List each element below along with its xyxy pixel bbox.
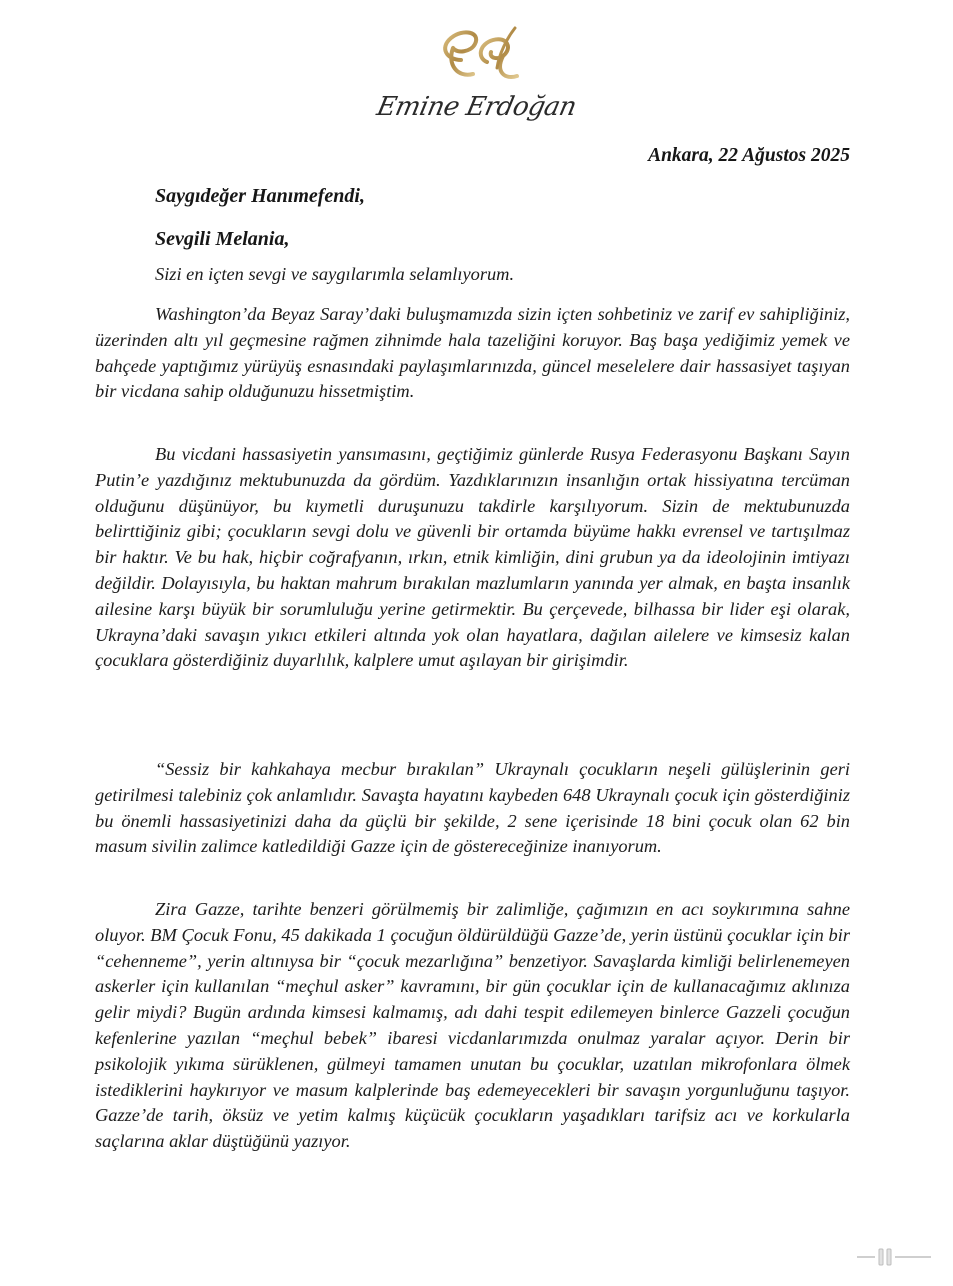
salutation-personal: Sevgili Melania, [155,228,290,250]
letterhead [0,18,953,122]
paragraph-4: Zira Gazze, tarihte benzeri görülmemiş bir zalimliğe, çağımızın en acı soykırımına sahne oluyor. BM Çocuk Fonu, 45 dakikada 1 çocuğun öldürüldüğü Gazze’de, yerin üstünü çocuklar için bir “cehenneme”, yerin altınıysa bir “çocuk mezarlığına” benzetiyor. Savaşlarda kimliği belirlenemeyen askerler için kullanılan “meçhul asker” kavramını, bir gün çocuklar için de kullanacağımız aklınıza gelir miydi? Bugün ardında kimsesi kalmamış, adı dahi tespit edilemeyen binlerce Gazzeli çocuğun kefenlerine yazılan “meçhul bebek” ibaresi vicdanlarımızda onulmaz yaralar açıyor. Derin bir psikolojik yıkıma sürüklenen, gülmeyi tamamen unutan bu çocuklar, uzatılan mikrofonlara ölmek istediklerini haykırıyor ve masum kalplerinde baş edemeyecekleri bir savaşın yorgunluğunu taşıyor. Gazze’de tarih, öksüz ve yetim kalmış küçücük çocukların yaşadıkları tarifsiz acı ve korkularla saçlarına aklar düştüğünü yazıyor. [95,899,850,1152]
ee-monogram-logo-icon [417,18,537,88]
menu-handle-icon[interactable] [855,1246,935,1268]
greeting-line: Sizi en içten sevgi ve saygılarımla selamlıyorum. [155,264,515,284]
paragraph-1: Washington’da Beyaz Saray’daki buluşmamızda sizin içten sohbetiniz ve zarif ev sahipliğiniz, üzerinden altı yıl geçmesine rağmen zihnimde hala tazeliğini koruyor. Baş başa yediğimiz yemek ve bahçede yaptığımız yürüyüş esnasındaki paylaşımlarınızda, güncel meselelere dair hassasiyet taşıyan bir vicdana sahip olduğunuzu hissetmiştim. [95,304,850,402]
paragraph-2: Bu vicdani hassasiyetin yansımasını, geçtiğimiz günlerde Rusya Federasyonu Başkanı Sayın Putin’e yazdığınız mektubunuzda da gördüm. Yazdıklarınızın insanlığın ortak hissiyatına tercüman olduğunu düşünüyor, bu kıymetli duruşunuzu takdirle karşılıyorum. Sizin de mektubunuzda belirttiğiniz gibi; çocukların sevgi dolu ve güvenli bir ortamda büyüme hakkı evrensel ve tartışılmaz bir haktır. Ve bu hak, hiçbir coğrafyanın, ırkın, etnik kimliğin, dini grubun ya da ideolojinin imtiyazı değildir. Dolayısıyla, bu haktan mahrum bırakılan mazlumların yanında yer almak, en başta insanlık ailesine karşı büyük bir sorumluluğu yerine getirmektir. Bu çerçevede, bilhassa bir lider eşi olarak, Ukrayna’daki savaşın yıkıcı etkileri altında yok olan hayatlara, dağılan ailelere ve kimsesiz kalan çocuklara gösterdiğiniz duyarlılık, kalplere umut aşılayan bir girişimdir. [95,444,850,671]
paragraph-3: “Sessiz bir kahkahaya mecbur bırakılan” Ukraynalı çocukların neşeli gülüşlerinin geri getirilmesi talebiniz çok anlamlıdır. Savaşta hayatını kaybeden 648 Ukraynalı çocuk için gösterdiğiniz bu önemli hassasiyetinizi daha da güçlü bir şekilde, 2 sene içerisinde 18 bini çocuk olan 62 bin masum sivilin zalimce katledildiği Gazze için de göstereceğinize inanıyorum. [95,759,850,857]
salutation-formal: Saygıdeğer Hanımefendi, [155,185,365,207]
letterhead-name: Emine Erdoğan [374,92,579,122]
letter-date: Ankara, 22 Ağustos 2025 [648,145,850,166]
